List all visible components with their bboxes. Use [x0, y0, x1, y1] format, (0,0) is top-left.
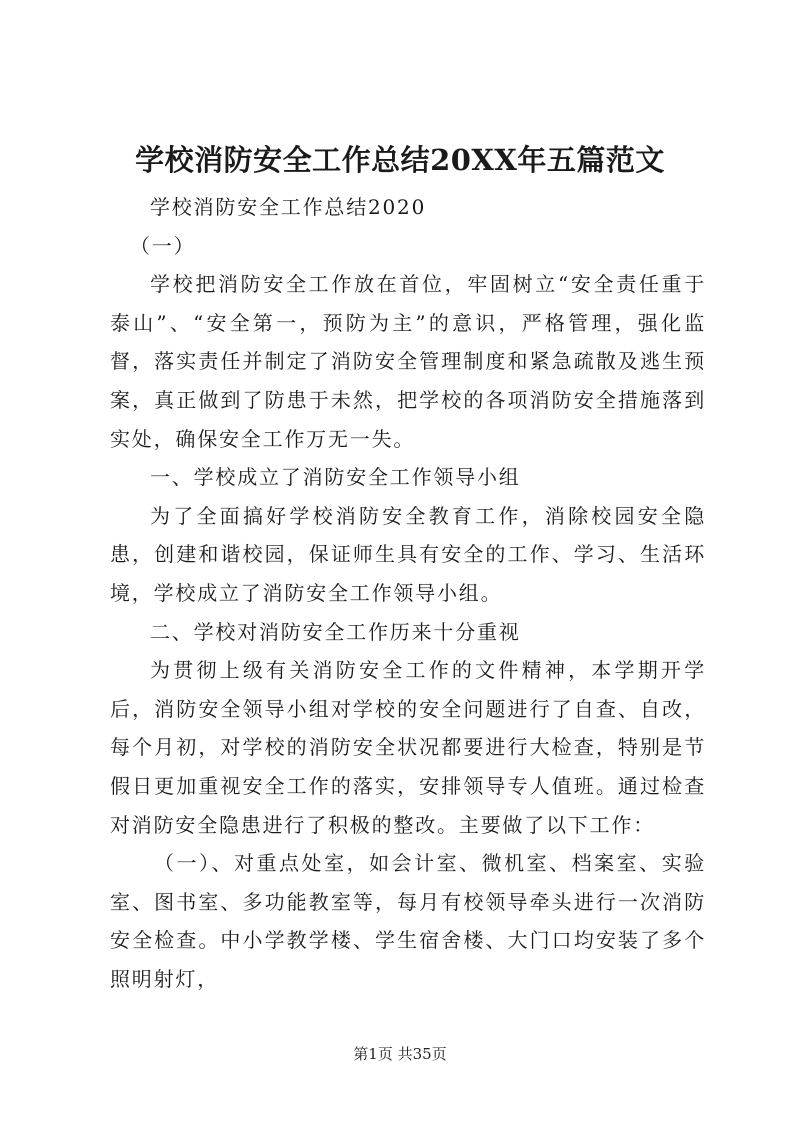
heading-leadership-group: 一、学校成立了消防安全工作领导小组: [150, 465, 521, 490]
heading-attention: 二、学校对消防安全工作历来十分重视: [150, 619, 521, 644]
page-number-footer: 第1页 共35页: [353, 1045, 447, 1063]
paragraph-attention: 为贯彻上级有关消防安全工作的文件精神，本学期开学后，消防安全领导小组对学校的安全问题进行了自查、自改，每个月初，对学校的消防安全状况都要进行大检查，特别是节假日更加重视安全工作的落实，安排领导专人值班。通过检查对消防安全隐患进行了积极的整改。主要做了以下工作：: [110, 658, 706, 837]
paragraph-intro: 学校把消防安全工作放在首位，牢固树立“安全责任重于泰山”、“安全第一，预防为主”的意识，严格管理，强化监督，落实责任并制定了消防安全管理制度和紧急疏散及逃生预案，真正做到了防患于未然，把学校的各项消防安全措施落到实处，确保安全工作万无一失。: [110, 272, 706, 451]
paragraph-leadership-group: 为了全面搞好学校消防安全教育工作，消除校园安全隐患，创建和谐校园，保证师生具有安全的工作、学习、生活环境，学校成立了消防安全工作领导小组。: [110, 503, 706, 605]
document-body: [110, 188, 706, 998]
section-mark: （一）: [130, 233, 196, 258]
document-title: 学校消防安全工作总结20XX年五篇范文: [135, 143, 665, 177]
paragraph-key-rooms: （一）、对重点处室，如会计室、微机室、档案室、实验室、图书室、多功能教室等，每月有校领导牵头进行一次消防安全检查。中小学教学楼、学生宿舍楼、大门口均安装了多个照明射灯，: [110, 851, 706, 991]
subtitle-line: 学校消防安全工作总结2020: [150, 195, 427, 219]
